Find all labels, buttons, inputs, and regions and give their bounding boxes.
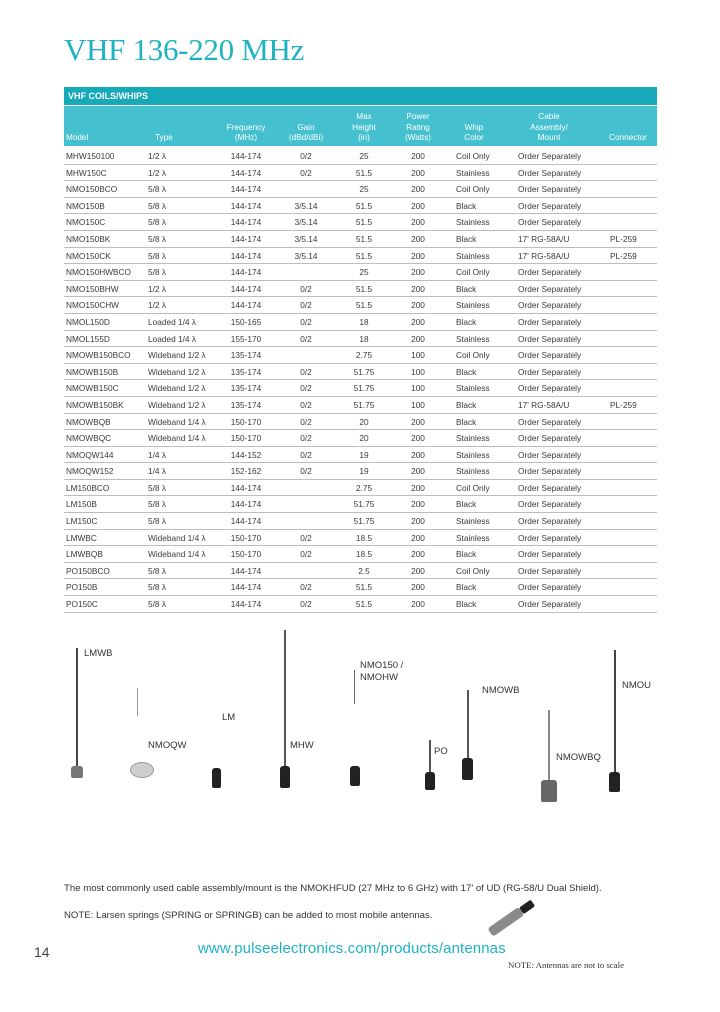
cell-height: 51.5 bbox=[355, 200, 373, 211]
nmowbq-label: NMOWBQ bbox=[556, 752, 601, 763]
table-row bbox=[64, 331, 657, 348]
table-row bbox=[64, 264, 657, 281]
cell-type: 1/2 λ bbox=[148, 283, 166, 294]
cell-frequency: 144-174 bbox=[230, 250, 262, 261]
cell-model: NMO150HWBCO bbox=[66, 267, 132, 278]
table-row bbox=[64, 563, 657, 580]
col-mount: Cable Assembly/ Mount bbox=[530, 112, 568, 143]
cell-height: 18 bbox=[359, 316, 369, 327]
cell-height: 20 bbox=[359, 433, 369, 444]
cell-model: NMOQW152 bbox=[66, 466, 114, 477]
table-row bbox=[64, 513, 657, 530]
cell-height: 2.5 bbox=[358, 565, 370, 576]
cell-gain: 0/2 bbox=[300, 316, 312, 327]
cell-color: Coil Only bbox=[456, 184, 490, 195]
cell-frequency: 144-174 bbox=[230, 516, 262, 527]
cell-height: 51.5 bbox=[355, 233, 373, 244]
cell-color: Coil Only bbox=[456, 267, 490, 278]
cell-model: PO150BCO bbox=[66, 565, 110, 576]
cell-type: 1/2 λ bbox=[148, 151, 166, 161]
cell-power: 200 bbox=[411, 516, 425, 527]
cell-type: Loaded 1/4 λ bbox=[148, 316, 196, 327]
cell-model: PO150B bbox=[66, 582, 98, 593]
cell-height: 19 bbox=[359, 449, 369, 460]
cell-model: LMWBC bbox=[66, 532, 97, 543]
table-row bbox=[64, 546, 657, 563]
cell-gain: 3/5.14 bbox=[294, 217, 318, 228]
cell-type: Wideband 1/2 λ bbox=[148, 366, 206, 377]
cell-height: 51.75 bbox=[353, 366, 375, 377]
cell-mount: Order Separately bbox=[518, 316, 582, 327]
cell-frequency: 144-174 bbox=[230, 599, 262, 610]
table-row bbox=[64, 248, 657, 265]
cell-model: PO150C bbox=[66, 599, 98, 610]
cell-power: 200 bbox=[411, 267, 425, 278]
lm-base bbox=[212, 768, 221, 788]
nmowb-label: NMOWB bbox=[482, 685, 520, 696]
cell-gain: 0/2 bbox=[300, 366, 312, 377]
cell-gain: 0/2 bbox=[300, 283, 312, 294]
po-base bbox=[425, 772, 435, 790]
cell-model: LMWBQB bbox=[66, 549, 103, 560]
cell-power: 200 bbox=[411, 316, 425, 327]
cell-connector: PL-259 bbox=[610, 399, 637, 410]
table-row bbox=[64, 530, 657, 547]
lm-whip bbox=[137, 688, 138, 716]
nmowb-base bbox=[462, 758, 473, 780]
table-row bbox=[64, 496, 657, 513]
cell-power: 100 bbox=[411, 399, 425, 410]
cell-connector: PL-259 bbox=[610, 250, 637, 261]
cell-mount: Order Separately bbox=[518, 532, 582, 543]
cell-frequency: 144-174 bbox=[230, 151, 262, 161]
cell-color: Stainless bbox=[456, 516, 490, 527]
cell-gain: 0/2 bbox=[300, 532, 312, 543]
cell-gain: 0/2 bbox=[300, 167, 312, 178]
cell-power: 200 bbox=[411, 582, 425, 593]
col-connector: Connector bbox=[609, 133, 647, 143]
cell-color: Black bbox=[456, 283, 477, 294]
cell-type: Wideband 1/2 λ bbox=[148, 383, 206, 394]
cell-model: LM150C bbox=[66, 516, 98, 527]
cell-frequency: 144-174 bbox=[230, 217, 262, 228]
cell-gain: 0/2 bbox=[300, 549, 312, 560]
cell-gain: 0/2 bbox=[300, 333, 312, 344]
cell-mount: Order Separately bbox=[518, 549, 582, 560]
cell-power: 200 bbox=[411, 565, 425, 576]
lmwb-whip bbox=[76, 648, 78, 768]
cell-mount: Order Separately bbox=[518, 449, 582, 460]
cell-model: NMOWBQB bbox=[66, 416, 111, 427]
cell-height: 51.5 bbox=[355, 167, 373, 178]
cell-gain: 0/2 bbox=[300, 433, 312, 444]
cell-color: Coil Only bbox=[456, 565, 490, 576]
cell-frequency: 135-174 bbox=[230, 383, 262, 394]
cell-power: 200 bbox=[411, 499, 425, 510]
col-frequency: Frequency (MHz) bbox=[226, 122, 266, 143]
cell-frequency: 135-174 bbox=[230, 350, 262, 361]
cell-mount: Order Separately bbox=[518, 200, 582, 211]
cell-gain: 0/2 bbox=[300, 599, 312, 610]
cell-model: NMO150C bbox=[66, 217, 106, 228]
table-row bbox=[64, 447, 657, 464]
cell-color: Stainless bbox=[456, 333, 490, 344]
cell-model: NMOWB150BK bbox=[66, 399, 124, 410]
cell-frequency: 135-174 bbox=[230, 366, 262, 377]
cell-frequency: 144-174 bbox=[230, 200, 262, 211]
cell-type: Wideband 1/2 λ bbox=[148, 350, 206, 361]
nmoqw-label: NMOQW bbox=[148, 740, 187, 751]
cell-gain: 0/2 bbox=[300, 466, 312, 477]
cell-model: NMOWB150B bbox=[66, 366, 119, 377]
cell-type: 5/8 λ bbox=[148, 200, 166, 211]
cell-model: NMOL150D bbox=[66, 316, 110, 327]
cell-frequency: 150-165 bbox=[230, 316, 262, 327]
cell-color: Coil Only bbox=[456, 482, 490, 493]
table-row bbox=[64, 281, 657, 298]
cell-color: Stainless bbox=[456, 383, 490, 394]
cell-model: NMO150BHW bbox=[66, 283, 119, 294]
cell-height: 51.5 bbox=[355, 217, 373, 228]
cell-mount: Order Separately bbox=[518, 184, 582, 195]
table-body bbox=[64, 148, 657, 613]
cell-type: 5/8 λ bbox=[148, 233, 166, 244]
cell-color: Black bbox=[456, 366, 477, 377]
cell-height: 51.75 bbox=[353, 383, 375, 394]
col-power: Power Rating (Watts) bbox=[404, 112, 432, 143]
cell-mount: 17' RG-58A/U bbox=[518, 399, 570, 410]
cell-power: 200 bbox=[411, 466, 425, 477]
table-row bbox=[64, 414, 657, 431]
cell-frequency: 152-162 bbox=[230, 466, 262, 477]
cell-height: 51.5 bbox=[355, 250, 373, 261]
nmou-whip bbox=[614, 650, 616, 775]
cell-type: 5/8 λ bbox=[148, 516, 166, 527]
cell-mount: 17' RG-58A/U bbox=[518, 250, 570, 261]
cell-mount: Order Separately bbox=[518, 283, 582, 294]
cell-color: Coil Only bbox=[456, 151, 490, 161]
cell-color: Stainless bbox=[456, 300, 490, 311]
cell-mount: 17' RG-58A/U bbox=[518, 233, 570, 244]
cell-power: 200 bbox=[411, 167, 425, 178]
cell-type: 1/4 λ bbox=[148, 466, 166, 477]
cell-frequency: 144-152 bbox=[230, 449, 262, 460]
cell-power: 200 bbox=[411, 300, 425, 311]
cell-power: 200 bbox=[411, 250, 425, 261]
table-row bbox=[64, 297, 657, 314]
cell-mount: Order Separately bbox=[518, 300, 582, 311]
cell-type: Wideband 1/4 λ bbox=[148, 433, 206, 444]
page-title: VHF 136-220 MHz bbox=[64, 32, 305, 67]
col-color: Whip Color bbox=[464, 122, 484, 143]
footer-url[interactable]: www.pulseelectronics.com/products/antennas bbox=[198, 940, 506, 957]
col-height: Max Height (in) bbox=[352, 112, 376, 143]
cell-power: 200 bbox=[411, 449, 425, 460]
table-row bbox=[64, 596, 657, 613]
cell-color: Black bbox=[456, 582, 477, 593]
cell-type: 5/8 λ bbox=[148, 217, 166, 228]
spring-coil bbox=[487, 907, 524, 937]
table-row bbox=[64, 397, 657, 414]
cell-power: 200 bbox=[411, 217, 425, 228]
cell-height: 51.75 bbox=[353, 516, 375, 527]
cell-mount: Order Separately bbox=[518, 482, 582, 493]
cell-mount: Order Separately bbox=[518, 383, 582, 394]
nmo150-whip bbox=[354, 670, 355, 704]
cell-gain: 3/5.14 bbox=[294, 200, 318, 211]
cell-height: 51.5 bbox=[355, 582, 373, 593]
cell-power: 200 bbox=[411, 151, 425, 161]
cell-frequency: 155-170 bbox=[230, 333, 262, 344]
cell-power: 200 bbox=[411, 433, 425, 444]
cell-mount: Order Separately bbox=[518, 466, 582, 477]
cell-mount: Order Separately bbox=[518, 217, 582, 228]
cell-model: NMO150BCO bbox=[66, 184, 118, 195]
cell-type: 1/2 λ bbox=[148, 167, 166, 178]
cell-gain: 0/2 bbox=[300, 449, 312, 460]
po-whip bbox=[429, 740, 431, 774]
cell-color: Stainless bbox=[456, 217, 490, 228]
cell-power: 200 bbox=[411, 416, 425, 427]
cell-power: 200 bbox=[411, 532, 425, 543]
cell-color: Stainless bbox=[456, 250, 490, 261]
nmowbq-base bbox=[541, 780, 557, 802]
cell-power: 200 bbox=[411, 233, 425, 244]
cell-type: 5/8 λ bbox=[148, 582, 166, 593]
cell-frequency: 144-174 bbox=[230, 167, 262, 178]
table-row bbox=[64, 480, 657, 497]
cell-frequency: 144-174 bbox=[230, 267, 262, 278]
lmwb-base bbox=[71, 766, 83, 778]
table-row bbox=[64, 165, 657, 182]
cell-frequency: 150-170 bbox=[230, 532, 262, 543]
cell-power: 200 bbox=[411, 599, 425, 610]
col-model: Model bbox=[66, 133, 89, 143]
cell-mount: Order Separately bbox=[518, 565, 582, 576]
cell-type: Loaded 1/4 λ bbox=[148, 333, 196, 344]
cell-frequency: 144-174 bbox=[230, 482, 262, 493]
cell-model: NMOQW144 bbox=[66, 449, 114, 460]
cell-color: Black bbox=[456, 233, 477, 244]
cell-height: 20 bbox=[359, 416, 369, 427]
cell-mount: Order Separately bbox=[518, 151, 582, 161]
cell-type: 5/8 λ bbox=[148, 599, 166, 610]
cell-model: MHW150C bbox=[66, 167, 107, 178]
cell-frequency: 144-174 bbox=[230, 184, 262, 195]
springs-note: NOTE: Larsen springs (SPRING or SPRINGB) can be added to most mobile antennas. bbox=[64, 910, 433, 921]
cell-mount: Order Separately bbox=[518, 582, 582, 593]
cell-type: 5/8 λ bbox=[148, 565, 166, 576]
cell-height: 25 bbox=[359, 151, 369, 161]
cell-mount: Order Separately bbox=[518, 499, 582, 510]
scale-note: NOTE: Antennas are not to scale bbox=[508, 960, 625, 970]
table-row bbox=[64, 380, 657, 397]
cell-model: MHW150100 bbox=[66, 151, 115, 161]
cell-frequency: 150-170 bbox=[230, 433, 262, 444]
cell-mount: Order Separately bbox=[518, 516, 582, 527]
cell-color: Stainless bbox=[456, 532, 490, 543]
section-header-bar: VHF COILS/WHIPS bbox=[64, 87, 657, 105]
cell-height: 2.75 bbox=[355, 350, 373, 361]
cell-frequency: 144-174 bbox=[230, 283, 262, 294]
col-type: Type bbox=[155, 133, 173, 143]
cell-height: 19 bbox=[359, 466, 369, 477]
table-row bbox=[64, 430, 657, 447]
cell-type: 1/4 λ bbox=[148, 449, 166, 460]
cell-type: Wideband 1/4 λ bbox=[148, 532, 206, 543]
table-row bbox=[64, 181, 657, 198]
cell-power: 200 bbox=[411, 184, 425, 195]
cell-power: 100 bbox=[411, 350, 425, 361]
cell-type: 1/2 λ bbox=[148, 300, 166, 311]
cell-color: Black bbox=[456, 599, 477, 610]
cell-mount: Order Separately bbox=[518, 350, 582, 361]
cell-gain: 0/2 bbox=[300, 399, 312, 410]
cell-color: Stainless bbox=[456, 167, 490, 178]
cable-note: The most commonly used cable assembly/mount is the NMOKHFUD (27 MHz to 6 GHz) with 17' of UD (RG-58/U Dual Shield). bbox=[64, 883, 602, 894]
cell-gain: 0/2 bbox=[300, 582, 312, 593]
cell-height: 51.5 bbox=[355, 599, 373, 610]
cell-color: Black bbox=[456, 399, 477, 410]
cell-mount: Order Separately bbox=[518, 333, 582, 344]
cell-frequency: 144-174 bbox=[230, 233, 262, 244]
cell-frequency: 144-174 bbox=[230, 582, 262, 593]
cell-mount: Order Separately bbox=[518, 416, 582, 427]
nmou-label: NMOU bbox=[622, 680, 652, 691]
nmowb-whip bbox=[467, 690, 469, 760]
table-row bbox=[64, 347, 657, 364]
cell-power: 100 bbox=[411, 383, 425, 394]
cell-color: Stainless bbox=[456, 433, 490, 444]
cell-height: 25 bbox=[359, 267, 369, 278]
table-row bbox=[64, 314, 657, 331]
table-row bbox=[64, 579, 657, 596]
cell-height: 51.75 bbox=[353, 399, 375, 410]
cell-type: Wideband 1/2 λ bbox=[148, 399, 206, 410]
table-row bbox=[64, 198, 657, 215]
cell-model: NMOL155D bbox=[66, 333, 110, 344]
table-row bbox=[64, 148, 657, 165]
cell-frequency: 144-174 bbox=[230, 499, 262, 510]
cell-type: 5/8 λ bbox=[148, 499, 166, 510]
table-row bbox=[64, 463, 657, 480]
cell-model: NMOWBQC bbox=[66, 433, 112, 444]
cell-color: Black bbox=[456, 200, 477, 211]
cell-type: Wideband 1/4 λ bbox=[148, 549, 206, 560]
cell-power: 200 bbox=[411, 200, 425, 211]
lmwb-label: LMWB bbox=[84, 648, 113, 659]
cell-height: 51.5 bbox=[355, 283, 373, 294]
cell-power: 200 bbox=[411, 482, 425, 493]
cell-type: 5/8 λ bbox=[148, 482, 166, 493]
cell-frequency: 150-170 bbox=[230, 549, 262, 560]
cell-gain: 0/2 bbox=[300, 300, 312, 311]
nmo150-label: NMO150 / NMOHW bbox=[360, 660, 404, 683]
spring-image bbox=[478, 896, 548, 940]
cell-type: 5/8 λ bbox=[148, 184, 166, 195]
table-row bbox=[64, 231, 657, 248]
cell-power: 200 bbox=[411, 333, 425, 344]
mhw-label: MHW bbox=[290, 740, 314, 751]
cell-frequency: 144-174 bbox=[230, 300, 262, 311]
cell-power: 200 bbox=[411, 283, 425, 294]
cell-mount: Order Separately bbox=[518, 366, 582, 377]
cell-connector: PL-259 bbox=[610, 233, 637, 244]
cell-mount: Order Separately bbox=[518, 433, 582, 444]
cell-color: Black bbox=[456, 416, 477, 427]
cell-gain: 0/2 bbox=[300, 151, 312, 161]
cell-model: NMOWB150C bbox=[66, 383, 119, 394]
mhw-whip bbox=[284, 630, 286, 768]
cell-color: Black bbox=[456, 549, 477, 560]
cell-mount: Order Separately bbox=[518, 267, 582, 278]
table-row bbox=[64, 364, 657, 381]
cell-height: 18 bbox=[359, 333, 369, 344]
mhw-base bbox=[280, 766, 290, 788]
cell-mount: Order Separately bbox=[518, 167, 582, 178]
cell-height: 51.5 bbox=[355, 300, 373, 311]
cell-height: 18.5 bbox=[355, 549, 373, 560]
cell-frequency: 150-170 bbox=[230, 416, 262, 427]
lm-label: LM bbox=[222, 712, 236, 723]
cell-color: Black bbox=[456, 499, 477, 510]
cell-gain: 0/2 bbox=[300, 383, 312, 394]
col-gain: Gain (dBd/dBi) bbox=[288, 122, 324, 143]
cell-model: NMO150B bbox=[66, 200, 105, 211]
cell-frequency: 144-174 bbox=[230, 565, 262, 576]
po-label: PO bbox=[434, 746, 448, 757]
cell-model: NMO150BK bbox=[66, 233, 111, 244]
cell-frequency: 135-174 bbox=[230, 399, 262, 410]
cell-color: Stainless bbox=[456, 466, 490, 477]
antenna-photos bbox=[62, 630, 662, 870]
cell-gain: 0/2 bbox=[300, 416, 312, 427]
cell-height: 25 bbox=[359, 184, 369, 195]
cell-power: 100 bbox=[411, 366, 425, 377]
cell-model: LM150BCO bbox=[66, 482, 110, 493]
cell-height: 18.5 bbox=[355, 532, 373, 543]
cell-type: Wideband 1/4 λ bbox=[148, 416, 206, 427]
cell-color: Black bbox=[456, 316, 477, 327]
cell-mount: Order Separately bbox=[518, 599, 582, 610]
table-header bbox=[64, 106, 657, 146]
cell-power: 200 bbox=[411, 549, 425, 560]
cell-model: NMO150CK bbox=[66, 250, 111, 261]
nmoqw-base bbox=[130, 762, 154, 778]
cell-type: 5/8 λ bbox=[148, 267, 166, 278]
cell-gain: 3/5.14 bbox=[294, 233, 318, 244]
cell-color: Coil Only bbox=[456, 350, 490, 361]
cell-model: NMOWB150BCO bbox=[66, 350, 131, 361]
cell-model: NMO150CHW bbox=[66, 300, 120, 311]
cell-height: 51.75 bbox=[353, 499, 375, 510]
nmo150-base bbox=[350, 766, 360, 786]
cell-height: 2.75 bbox=[355, 482, 373, 493]
cell-gain: 3/5.14 bbox=[294, 250, 318, 261]
table-row bbox=[64, 214, 657, 231]
cell-type: 5/8 λ bbox=[148, 250, 166, 261]
page-number: 14 bbox=[34, 944, 50, 960]
cell-model: LM150B bbox=[66, 499, 97, 510]
cell-color: Stainless bbox=[456, 449, 490, 460]
nmou-base bbox=[609, 772, 620, 792]
